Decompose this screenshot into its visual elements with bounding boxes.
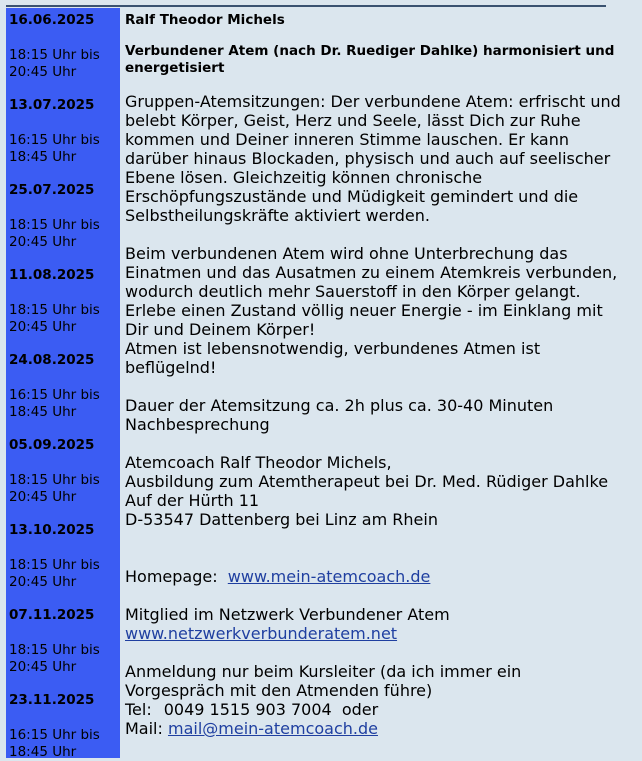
event-date: 16.06.2025 — [9, 12, 95, 28]
phone-row — [125, 700, 625, 719]
event-date: 11.08.2025 — [9, 267, 95, 283]
event-headline: Verbundener Atem (nach Dr. Ruediger Dahlke) harmonisiert und energetisiert — [125, 43, 615, 76]
homepage-row — [125, 567, 625, 586]
event-date: 13.10.2025 — [9, 522, 95, 538]
event-time: 18:15 Uhr bis 20:45 Uhr — [9, 302, 100, 335]
event-time: 18:15 Uhr bis 20:45 Uhr — [9, 217, 100, 250]
homepage-link[interactable]: www.mein-atemcoach.de — [227, 567, 431, 586]
phone-or: oder — [341, 700, 379, 719]
coach-name: Atemcoach Ralf Theodor Michels, — [125, 453, 392, 472]
coach-info — [125, 453, 625, 529]
event-time: 18:15 Uhr bis 20:45 Uhr — [9, 557, 100, 590]
registration-text: Anmeldung nur beim Kursleiter (da ich immer ein Vorgespräch mit den Atmenden führe) — [125, 662, 522, 700]
event-time: 16:15 Uhr bis 18:45 Uhr — [9, 727, 100, 760]
method-summary: Atmen ist lebensnotwendig, verbundenes Atmen ist beflügelnd! — [125, 339, 541, 377]
event-time: 16:15 Uhr bis 18:45 Uhr — [9, 132, 100, 165]
mail-label: Mail: — [125, 719, 163, 738]
homepage-label: Homepage: — [125, 567, 218, 586]
event-date: 23.11.2025 — [9, 692, 95, 708]
coach-training: Ausbildung zum Atemtherapeut bei Dr. Med. Rüdiger Dahlke — [125, 472, 609, 491]
registration-info — [125, 662, 625, 738]
duration-text: Dauer der Atemsitzung ca. 2h plus ca. 30-40 Minuten Nachbesprechung — [125, 396, 554, 434]
event-time: 18:15 Uhr bis 20:45 Uhr — [9, 472, 100, 505]
event-time: 18:15 Uhr bis 20:45 Uhr — [9, 47, 100, 80]
event-date: 13.07.2025 — [9, 97, 95, 113]
network-label: Mitglied im Netzwerk Verbundener Atem — [125, 605, 450, 624]
event-time: 16:15 Uhr bis 18:45 Uhr — [9, 387, 100, 420]
event-date: 24.08.2025 — [9, 352, 95, 368]
event-date: 05.09.2025 — [9, 437, 95, 453]
event-date: 25.07.2025 — [9, 182, 95, 198]
author-name: Ralf Theodor Michels — [125, 12, 285, 28]
network-info — [125, 605, 625, 643]
network-link[interactable]: www.netzwerkverbunderatem.net — [125, 624, 398, 643]
header-divider — [6, 5, 606, 7]
phone-label: Tel: — [125, 700, 152, 719]
mail-link[interactable]: mail@mein-atemcoach.de — [167, 719, 378, 738]
phone-number: 0049 1515 903 7004 — [163, 700, 332, 719]
method-paragraph: Beim verbundenen Atem wird ohne Unterbrechung das Einatmen und das Ausatmen zu einem Atemkreis verbunden, wodurch deutlich mehr Sauerstoff in den Körper gelangt. Erlebe einen Zustand völlig neuer Energie - im Einklang mit Dir und Deinem Körper! — [125, 244, 618, 339]
intro-paragraph: Gruppen-Atemsitzungen: Der verbundene Atem: erfrischt und belebt Körper, Geist, Herz und Seele, lässt Dich zur Ruhe kommen und Deiner inneren Stimme lauschen. Er kann darüber hinaus Blockaden, physisch und auch auf seelischer Ebene lösen. Gleichzeitig können chronische Erschöpfungszustände und Müdigkeit gemindert und die Selbstheilungskräfte aktiviert werden. — [125, 92, 621, 225]
address-street: Auf der Hürth 11 — [125, 491, 260, 510]
event-time: 18:15 Uhr bis 20:45 Uhr — [9, 642, 100, 675]
event-date: 07.11.2025 — [9, 607, 95, 623]
mail-row — [125, 719, 625, 738]
address-city: D-53547 Dattenberg bei Linz am Rhein — [125, 510, 438, 529]
